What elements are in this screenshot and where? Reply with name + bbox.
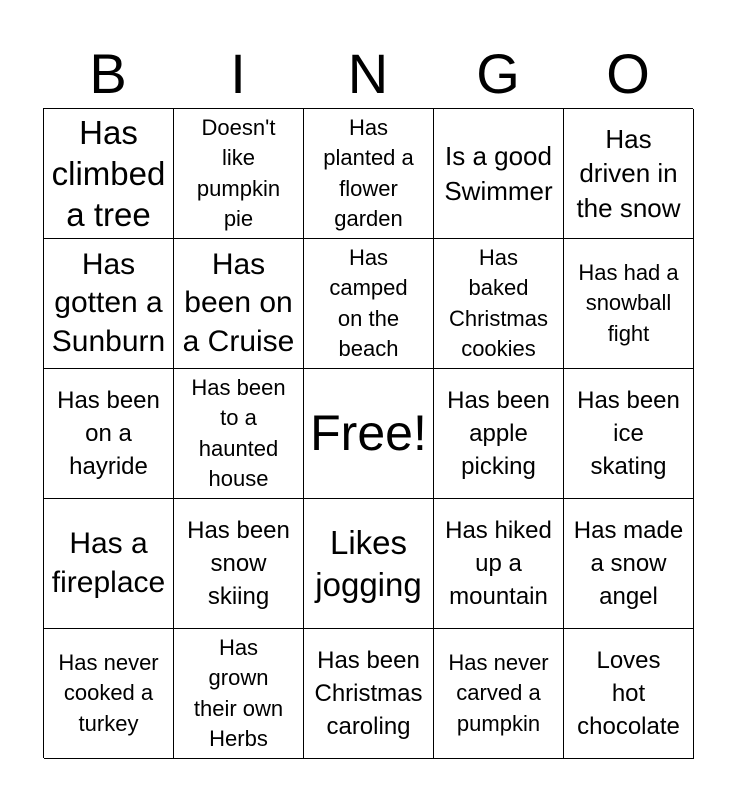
bingo-cell [564, 499, 694, 629]
cell-text: Has been Christmas caroling [314, 646, 423, 741]
bingo-cell [44, 239, 174, 369]
cell-text: Has grown their own Herbs [193, 634, 284, 751]
bingo-cell [564, 369, 694, 499]
bingo-cell [434, 629, 564, 759]
cell-text: Has been apple picking [447, 386, 550, 481]
cell-text: Free! [310, 405, 427, 461]
bingo-cell [564, 239, 694, 369]
bingo-cell [564, 629, 694, 759]
bingo-cell [174, 109, 304, 239]
bingo-cell [174, 369, 304, 499]
cell-text: Has had a snowball fight [578, 259, 679, 346]
bingo-cell [434, 109, 564, 239]
cell-text: Has been snow skiing [187, 516, 290, 611]
cell-text: Has been ice skating [577, 386, 680, 481]
bingo-cell [304, 239, 434, 369]
cell-text: Has camped on the beach [329, 244, 408, 361]
free-space [304, 369, 434, 499]
bingo-cell [44, 369, 174, 499]
cell-text: Has gotten a Sunburn [51, 247, 166, 358]
bingo-cell [44, 499, 174, 629]
bingo-cell [304, 499, 434, 629]
cell-text: Has a fireplace [51, 527, 166, 599]
header-letter-b: B [89, 42, 127, 105]
bingo-cell [44, 629, 174, 759]
bingo-cell [434, 239, 564, 369]
header-letter-n: N [347, 42, 389, 105]
cell-text: Has been on a Cruise [182, 247, 295, 358]
header-letter-g: G [476, 42, 520, 105]
bingo-grid [43, 108, 693, 758]
bingo-cell [174, 629, 304, 759]
cell-text: Has made a snow angel [573, 516, 684, 611]
bingo-header [43, 40, 693, 108]
bingo-cell [304, 629, 434, 759]
cell-text: Has been on a hayride [57, 386, 160, 481]
cell-text: Is a good Swimmer [444, 140, 553, 206]
bingo-cell [174, 499, 304, 629]
cell-text: Likes jogging [315, 524, 422, 603]
bingo-cell [434, 499, 564, 629]
cell-text: Has baked Christmas cookies [448, 244, 548, 361]
cell-text: Has climbed a tree [51, 113, 166, 234]
bingo-cell [44, 109, 174, 239]
cell-text: Has hiked up a mountain [445, 516, 552, 611]
bingo-cell [174, 239, 304, 369]
bingo-cell [304, 109, 434, 239]
header-letter-o: O [606, 42, 650, 105]
cell-text: Has driven in the snow [576, 123, 681, 223]
bingo-cell [564, 109, 694, 239]
cell-text: Has never cooked a turkey [58, 649, 159, 736]
cell-text: Has planted a flower garden [323, 114, 414, 231]
cell-text: Has been to a haunted house [191, 374, 286, 491]
cell-text: Doesn't like pumpkin pie [196, 114, 281, 231]
bingo-cell [434, 369, 564, 499]
header-letter-i: I [230, 42, 246, 105]
cell-text: Loves hot chocolate [577, 646, 680, 741]
cell-text: Has never carved a pumpkin [448, 649, 549, 736]
